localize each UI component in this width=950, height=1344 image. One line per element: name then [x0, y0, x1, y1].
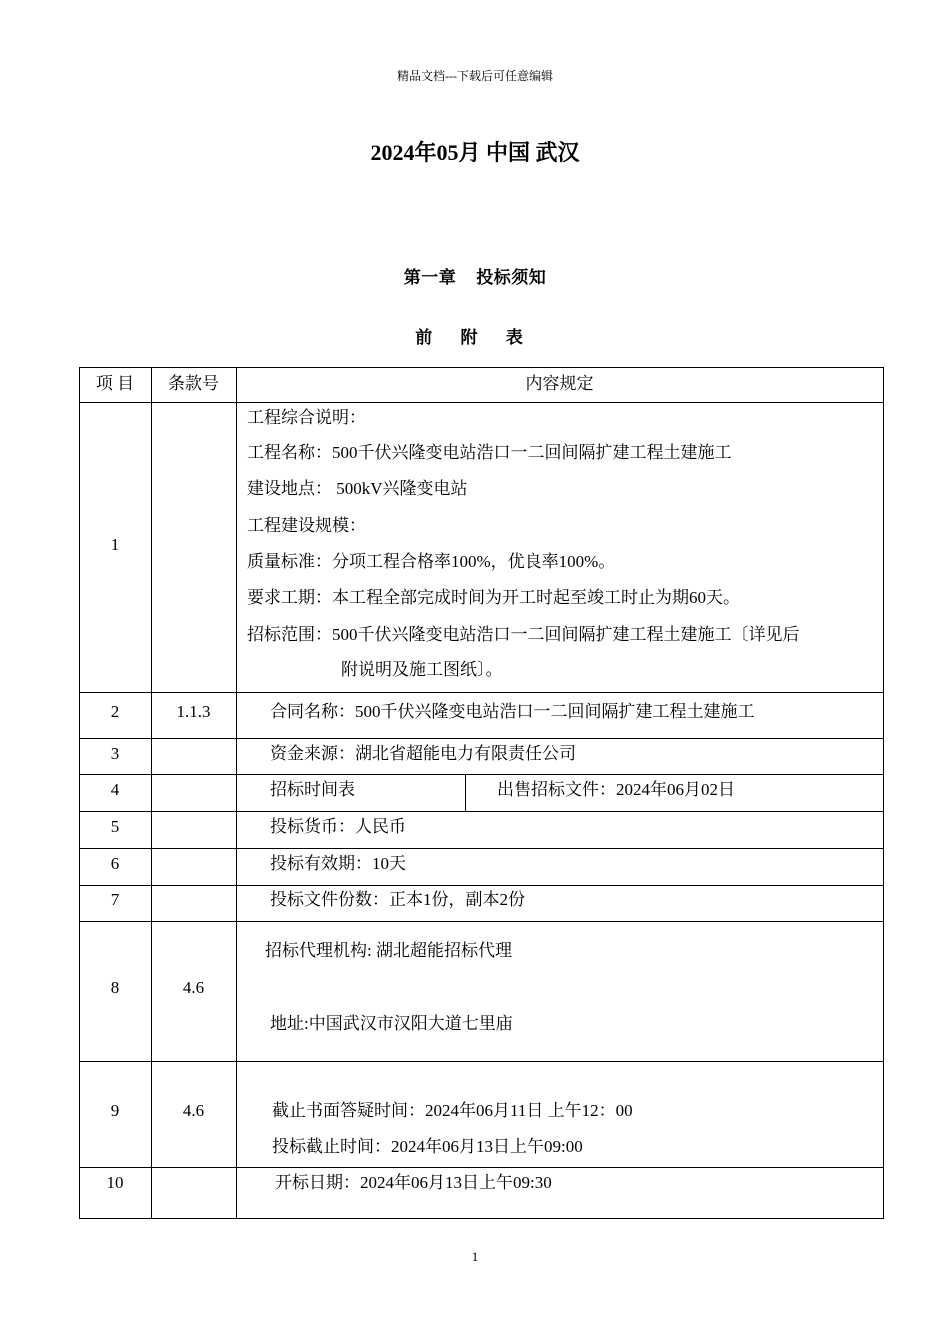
- row-3-line: 资金来源：湖北省超能电力有限责任公司: [270, 744, 576, 763]
- row-1-line: 工程名称：500千伏兴隆变电站浩口一二回间隔扩建工程土建施工: [247, 443, 732, 462]
- row-1-item: 1: [110, 535, 120, 554]
- row-5-item: 5: [110, 817, 120, 836]
- header-clause: 条款号: [168, 374, 219, 393]
- page-number: 1: [471, 1249, 479, 1264]
- chapter-label: 第一章: [403, 268, 457, 287]
- row-3-item: 3: [110, 744, 120, 763]
- row-9-item: 9: [110, 1101, 120, 1120]
- row-7-line: 投标文件份数：正本1份，副本2份: [270, 890, 525, 909]
- row-9-line: 投标截止时间：2024年06月13日上午09:00: [272, 1137, 583, 1156]
- row-6-item: 6: [110, 854, 120, 873]
- row-6-line: 投标有效期：10天: [270, 854, 406, 873]
- row-1-line: 质量标准：分项工程合格率100%，优良率100%。: [247, 552, 616, 571]
- row-1-line: 招标范围：500千伏兴隆变电站浩口一二回间隔扩建工程土建施工〔详见后: [247, 625, 800, 644]
- row-1-line: 建设地点： 500kV兴隆变电站: [247, 479, 468, 498]
- row-8-item: 8: [110, 978, 120, 997]
- row-10-line: 开标日期：2024年06月13日上午09:30: [275, 1173, 552, 1192]
- row-7-item: 7: [110, 890, 120, 909]
- row-8-clause: 4.6: [182, 978, 205, 997]
- row-8-line: 招标代理机构: 湖北超能招标代理: [265, 941, 512, 960]
- row-4-sale-date: 出售招标文件：2024年06月02日: [497, 780, 735, 799]
- row-5-line: 投标货币：人民币: [270, 817, 406, 836]
- row-1-line: 附说明及施工图纸〕。: [341, 660, 503, 679]
- row-2-line: 合同名称：500千伏兴隆变电站浩口一二回间隔扩建工程土建施工: [270, 702, 755, 721]
- row-4-schedule-label: 招标时间表: [270, 780, 355, 799]
- row-2-item: 2: [110, 702, 120, 721]
- row-1-line: 工程建设规模：: [247, 516, 366, 535]
- row-1-line: 要求工期：本工程全部完成时间为开工时起至竣工时止为期60天。: [247, 588, 740, 607]
- row-2-clause: 1.1.3: [176, 702, 211, 721]
- header-content: 内容规定: [525, 374, 594, 393]
- chapter-name: 投标须知: [476, 268, 547, 287]
- date-title: 2024年05月 中国 武汉: [370, 140, 580, 165]
- row-10-item: 10: [106, 1173, 124, 1192]
- row-9-clause: 4.6: [182, 1101, 205, 1120]
- front-appendix-table: [79, 367, 884, 1219]
- row-8-line: 地址:中国武汉市汉阳大道七里庙: [270, 1014, 513, 1033]
- chapter-title: [0, 263, 950, 288]
- header-note: 精品文档---下载后可任意编辑: [397, 69, 553, 83]
- row-9-line: 截止书面答疑时间：2024年06月11日 上午12：00: [272, 1101, 633, 1120]
- row-1-line: 工程综合说明：: [247, 408, 366, 427]
- row-4-item: 4: [110, 780, 120, 799]
- table-title: 前 附 表: [415, 328, 535, 347]
- header-item: 项 目: [95, 374, 135, 393]
